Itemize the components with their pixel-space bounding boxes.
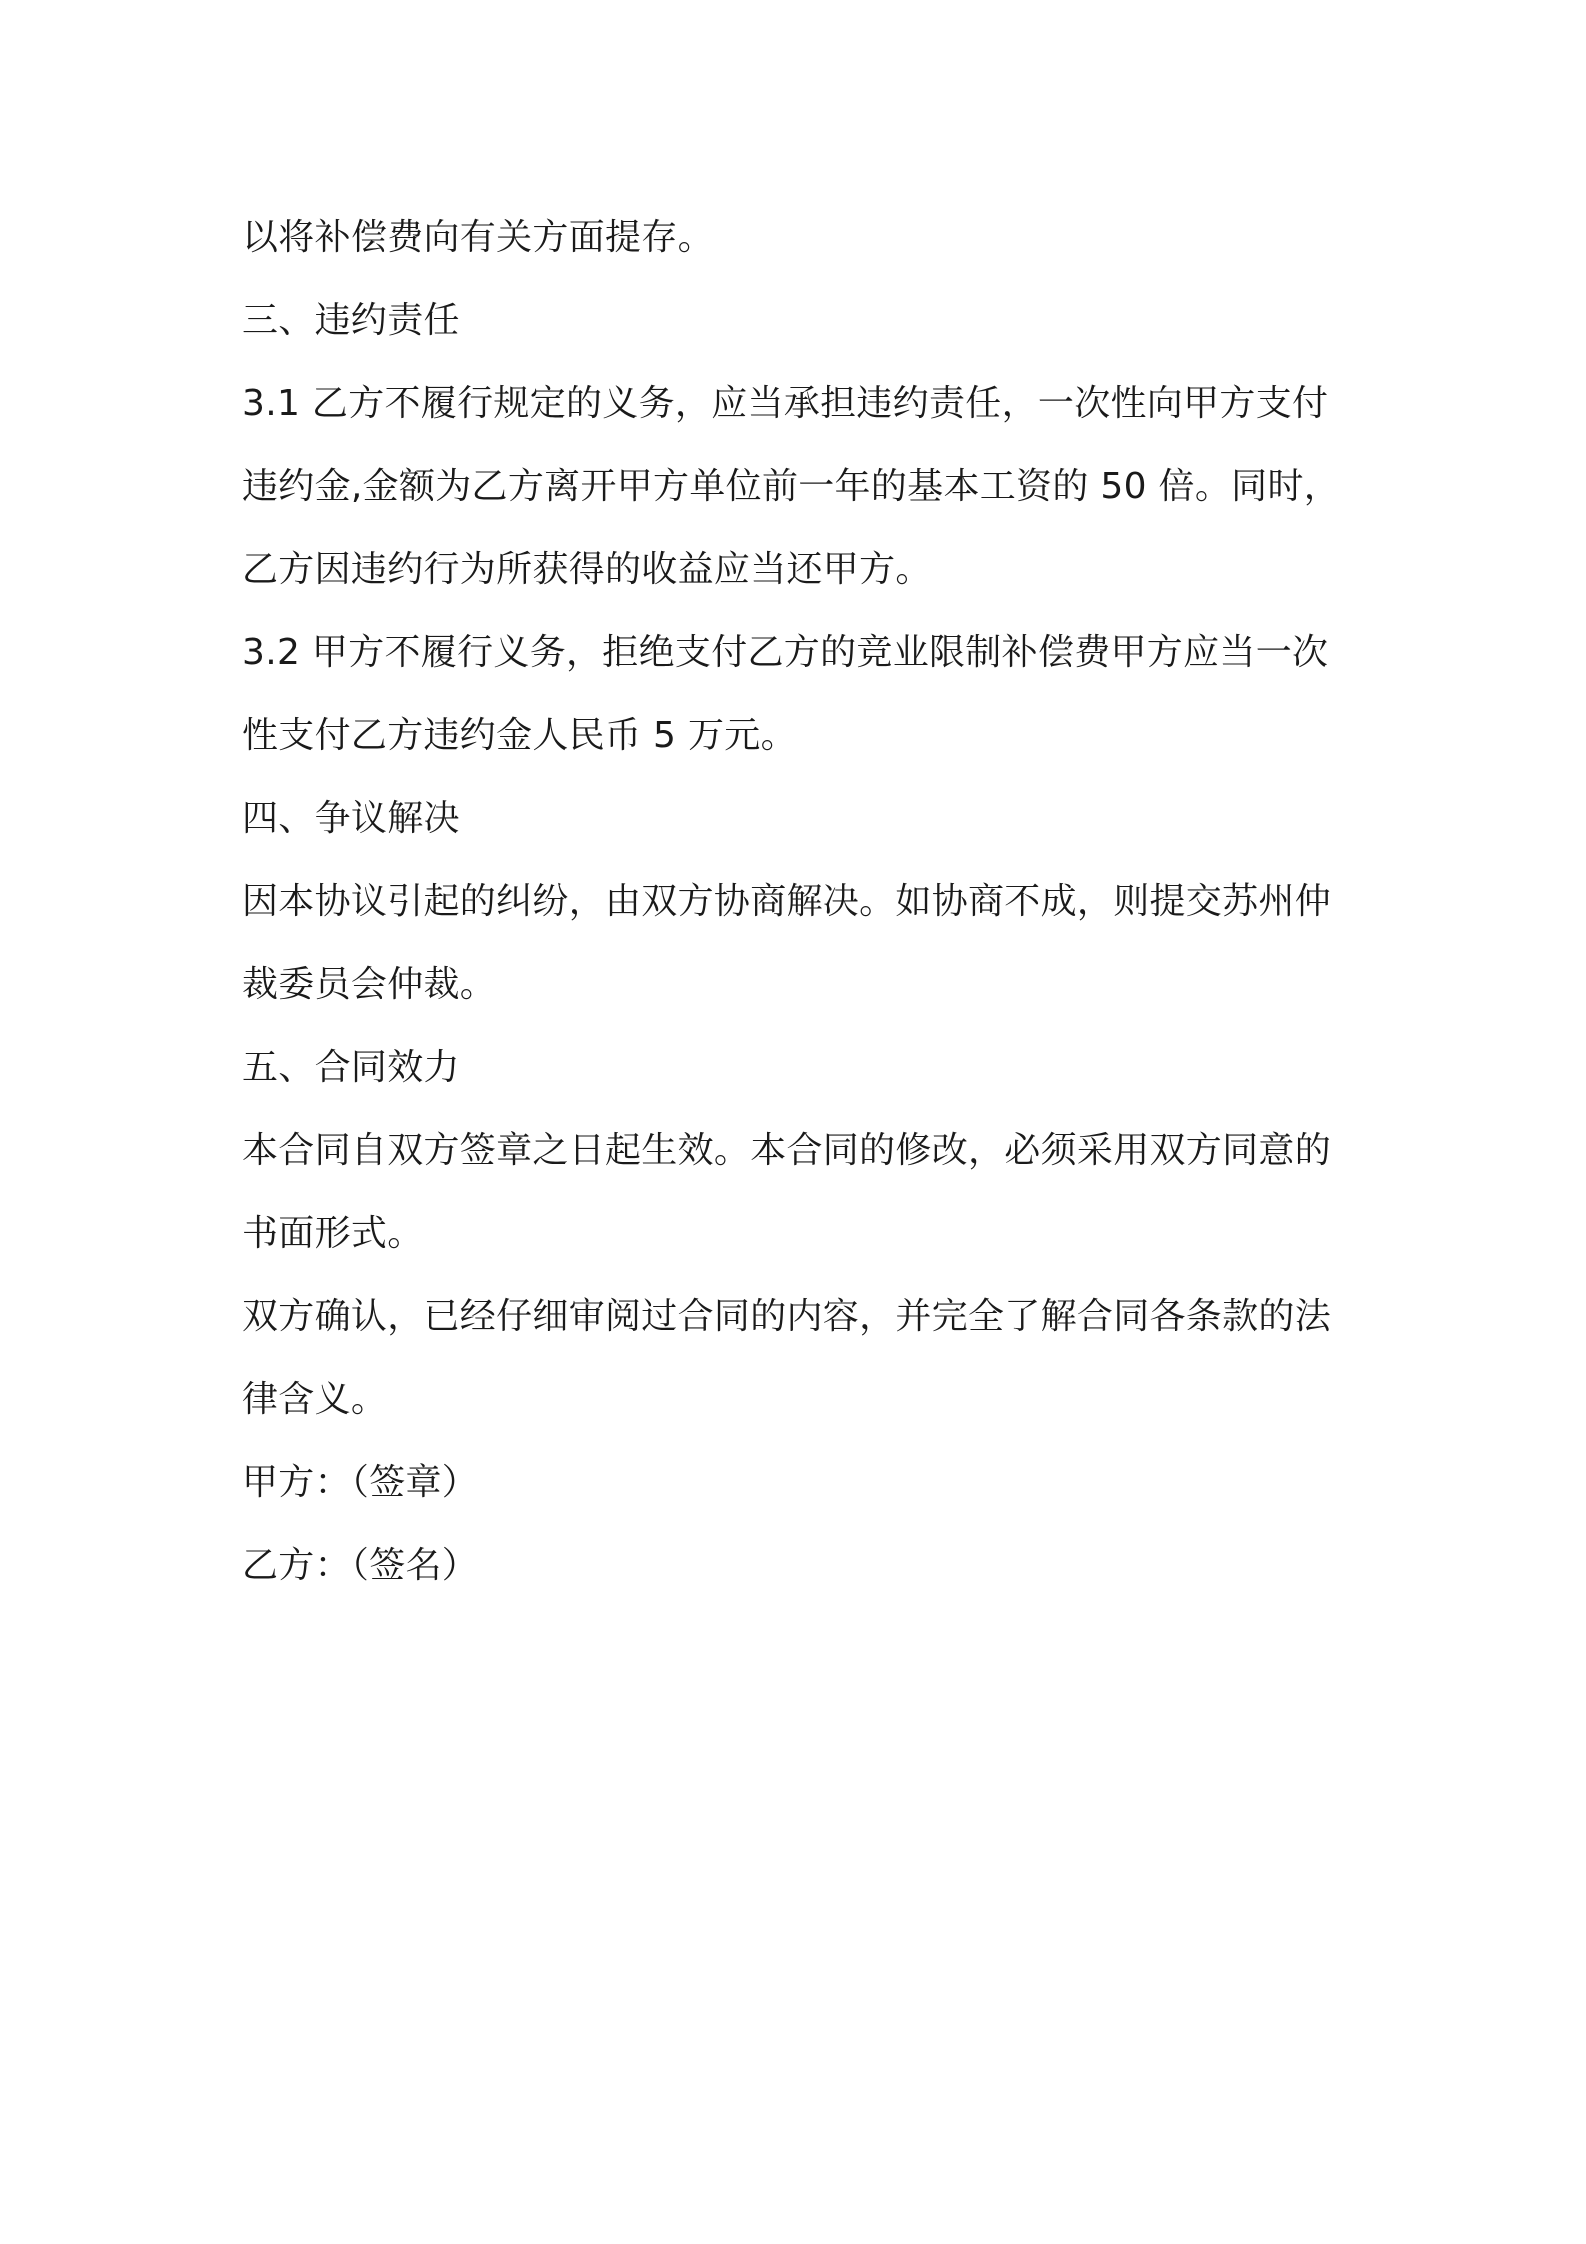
contract-validity-text: 书面形式。 (242, 1213, 424, 1254)
clause-3-2-text: 3.2 甲方不履行义务，拒绝支付乙方的竞业限制补偿费甲方应当一次 (242, 632, 1329, 673)
clause-3-1-text: 违约金,金额为乙方离开甲方单位前一年的基本工资的 50 倍。同时， (242, 466, 1341, 507)
party-b-signature-line: 乙方：（签名） (242, 1545, 479, 1586)
dispute-resolution-text: 因本协议引起的纠纷，由双方协商解决。如协商不成，则提交苏州仲 (242, 881, 1332, 922)
contract-validity-text: 本合同自双方签章之日起生效。本合同的修改，必须采用双方同意的 (242, 1130, 1332, 1171)
clause-3-2-text: 性支付乙方违约金人民币 5 万元。 (242, 715, 797, 756)
clause-3-1-text: 乙方因违约行为所获得的收益应当还甲方。 (242, 549, 932, 590)
confirmation-text: 双方确认，已经仔细审阅过合同的内容，并完全了解合同各条款的法 (242, 1296, 1332, 1337)
dispute-resolution-text: 裁委员会仲裁。 (242, 964, 497, 1005)
confirmation-text: 律含义。 (242, 1379, 388, 1420)
section-heading-dispute-resolution: 四、争议解决 (242, 798, 460, 839)
section-heading-contract-validity: 五、合同效力 (242, 1047, 460, 1088)
paragraph-text: 以将补偿费向有关方面提存。 (242, 217, 714, 258)
clause-3-1-text: 3.1 乙方不履行规定的义务，应当承担违约责任，一次性向甲方支付 (242, 383, 1329, 424)
section-heading-breach-liability: 三、违约责任 (242, 300, 460, 341)
document-page (242, 196, 1352, 1607)
party-a-signature-line: 甲方：（签章） (242, 1462, 479, 1503)
